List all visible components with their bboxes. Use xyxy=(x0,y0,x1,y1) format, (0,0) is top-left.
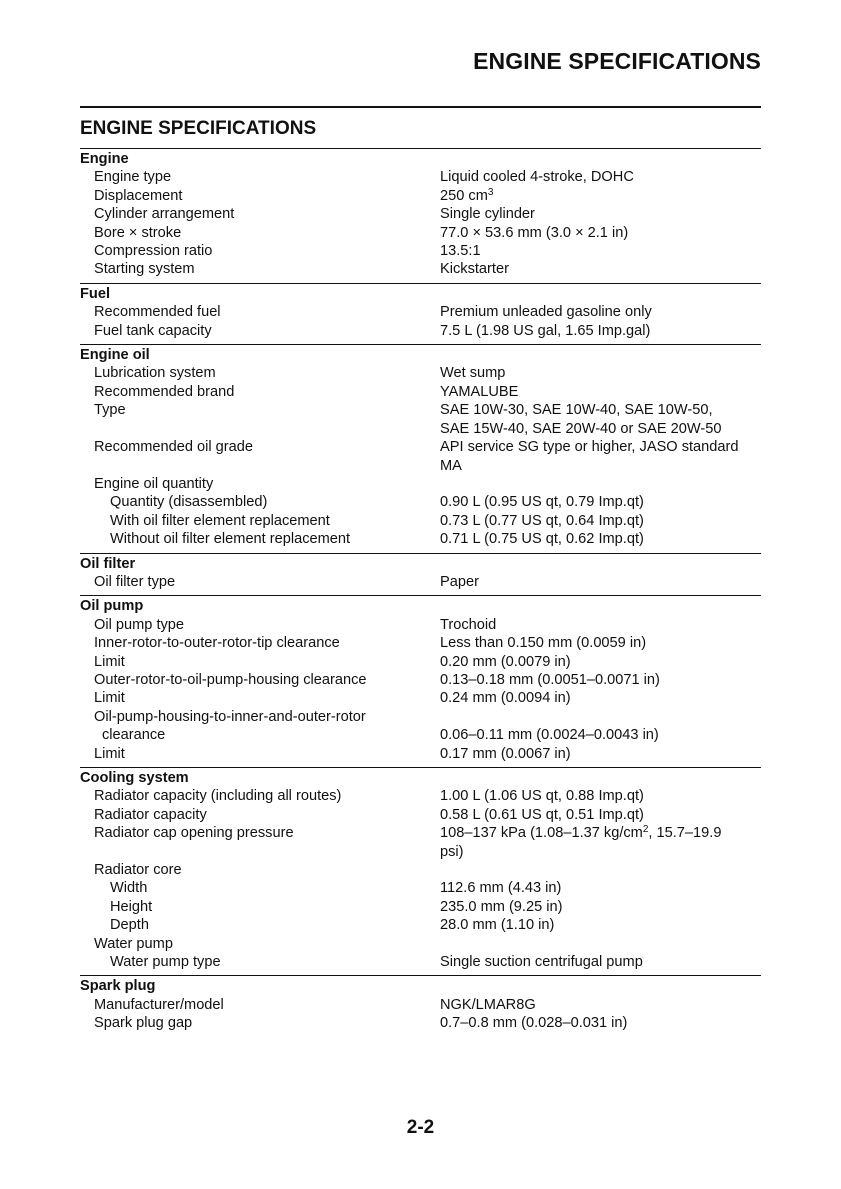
spec-row xyxy=(80,879,761,897)
spec-value: 0.13–0.18 mm (0.0051–0.0071 in) xyxy=(440,671,660,688)
spec-label: Recommended oil grade xyxy=(94,439,253,456)
spec-label: Width xyxy=(110,880,148,897)
spec-label: Starting system xyxy=(94,261,195,278)
group-cooling-system xyxy=(80,767,761,975)
spec-label: Radiator capacity xyxy=(94,806,207,823)
spec-value: Kickstarter xyxy=(440,261,509,278)
spec-label: Outer-rotor-to-oil-pump-housing clearance xyxy=(94,671,367,688)
spec-label: Water pump type xyxy=(110,954,221,971)
spec-label: Quantity (disassembled) xyxy=(110,494,268,511)
spec-value xyxy=(440,401,761,438)
group-title: Fuel xyxy=(80,285,110,302)
spec-value xyxy=(440,708,761,726)
spec-value xyxy=(440,438,761,475)
spec-label: Water pump xyxy=(94,935,173,952)
spec-row xyxy=(80,616,761,634)
spec-row xyxy=(80,438,761,475)
spec-row xyxy=(80,653,761,671)
spec-row xyxy=(80,383,761,401)
spec-value: YAMALUBE xyxy=(440,383,519,400)
spec-row xyxy=(80,187,761,205)
spec-label: Engine type xyxy=(94,169,172,186)
value-line: psi) xyxy=(440,843,464,860)
spec-row xyxy=(80,303,761,321)
group-fuel xyxy=(80,283,761,344)
spec-table xyxy=(80,148,761,1037)
spec-label: Manufacturer/model xyxy=(94,996,224,1013)
group-spark-plug xyxy=(80,975,761,1036)
value-line: SAE 15W-40, SAE 20W-40 or SAE 20W-50 xyxy=(440,420,722,437)
spec-label: Compression ratio xyxy=(94,243,213,260)
spec-row xyxy=(80,364,761,382)
spec-label: Oil-pump-housing-to-inner-and-outer-rotor xyxy=(94,708,366,725)
page-number: 2-2 xyxy=(406,1117,435,1138)
spec-row xyxy=(80,898,761,916)
spec-row xyxy=(80,708,761,726)
spec-value: 0.71 L (0.75 US qt, 0.62 Imp.qt) xyxy=(440,531,644,548)
spec-label: Radiator cap opening pressure xyxy=(94,825,294,842)
spec-row xyxy=(80,205,761,223)
spec-row xyxy=(80,824,761,861)
spec-row xyxy=(80,745,761,763)
spec-label: Radiator capacity (including all routes) xyxy=(94,788,342,805)
spec-value: 28.0 mm (1.10 in) xyxy=(440,917,555,934)
value-text: , 15.7–19.9 xyxy=(648,825,722,842)
spec-value: Trochoid xyxy=(440,616,497,633)
group-title: Engine xyxy=(80,151,129,167)
spec-value: 77.0 × 53.6 mm (3.0 × 2.1 in) xyxy=(440,224,629,241)
spec-label: clearance xyxy=(102,727,166,744)
spec-row xyxy=(80,1014,761,1032)
spec-value: 0.24 mm (0.0094 in) xyxy=(440,690,571,707)
spec-label: Type xyxy=(94,402,126,419)
spec-label: Displacement xyxy=(94,187,183,204)
spec-value xyxy=(440,824,761,861)
spec-row xyxy=(80,260,761,278)
spec-row xyxy=(80,671,761,689)
spec-value: 0.17 mm (0.0067 in) xyxy=(440,745,571,762)
spec-value: 0.73 L (0.77 US qt, 0.64 Imp.qt) xyxy=(440,512,644,529)
spec-value: 7.5 L (1.98 US gal, 1.65 Imp.gal) xyxy=(440,322,651,339)
spec-row xyxy=(80,573,761,591)
spec-value: 0.20 mm (0.0079 in) xyxy=(440,653,571,670)
spec-row xyxy=(80,787,761,805)
spec-row xyxy=(80,935,761,953)
spec-row xyxy=(80,168,761,186)
spec-value: 1.00 L (1.06 US qt, 0.88 Imp.qt) xyxy=(440,788,644,805)
spec-row xyxy=(80,953,761,971)
spec-value: Premium unleaded gasoline only xyxy=(440,304,652,321)
spec-value: NGK/LMAR8G xyxy=(440,996,536,1013)
value-line xyxy=(440,824,761,842)
spec-label: Oil filter type xyxy=(94,573,176,590)
spec-row xyxy=(80,530,761,548)
value-text: 108–137 kPa (1.08–1.37 kg/cm xyxy=(440,825,643,842)
spec-label: Oil pump type xyxy=(94,616,185,633)
spec-label: Spark plug gap xyxy=(94,1015,193,1032)
spec-label: Engine oil quantity xyxy=(94,475,214,492)
spec-row xyxy=(80,224,761,242)
spec-row xyxy=(80,689,761,707)
superscript: 2 xyxy=(642,824,649,836)
value-line: MA xyxy=(440,457,462,474)
spec-value xyxy=(440,475,761,493)
spec-label: Fuel tank capacity xyxy=(94,322,212,339)
spec-label: Recommended fuel xyxy=(94,304,221,321)
spec-value xyxy=(440,861,761,879)
spec-row xyxy=(80,996,761,1014)
spec-value: 235.0 mm (9.25 in) xyxy=(440,898,563,915)
spec-value: Liquid cooled 4-stroke, DOHC xyxy=(440,169,634,186)
value-line: API service SG type or higher, JASO standard xyxy=(440,439,739,456)
group-engine-oil xyxy=(80,344,761,552)
spec-label: Recommended brand xyxy=(94,383,235,400)
section-title: ENGINE SPECIFICATIONS xyxy=(80,118,317,139)
spec-row xyxy=(80,401,761,438)
spec-row xyxy=(80,634,761,652)
spec-row xyxy=(80,726,761,744)
spec-row xyxy=(80,493,761,511)
spec-label: Cylinder arrangement xyxy=(94,206,235,223)
superscript: 3 xyxy=(487,186,494,198)
spec-label: Bore × stroke xyxy=(94,224,182,241)
spec-row xyxy=(80,242,761,260)
spec-row xyxy=(80,916,761,934)
spec-row xyxy=(80,322,761,340)
group-oil-pump xyxy=(80,595,761,767)
spec-label: Radiator core xyxy=(94,862,182,879)
spec-value xyxy=(440,187,761,205)
spec-row xyxy=(80,806,761,824)
group-title: Engine oil xyxy=(80,347,150,364)
header-title: ENGINE SPECIFICATIONS xyxy=(473,48,761,74)
spec-row xyxy=(80,512,761,530)
value-line: SAE 10W-30, SAE 10W-40, SAE 10W-50, xyxy=(440,402,713,419)
spec-value: 0.58 L (0.61 US qt, 0.51 Imp.qt) xyxy=(440,806,644,823)
spec-value: 0.06–0.11 mm (0.0024–0.0043 in) xyxy=(440,727,659,744)
header-rule xyxy=(80,106,761,108)
spec-value: 0.90 L (0.95 US qt, 0.79 Imp.qt) xyxy=(440,494,644,511)
spec-label: Limit xyxy=(94,653,125,670)
spec-value: Single cylinder xyxy=(440,206,535,223)
spec-value: Wet sump xyxy=(440,365,506,382)
spec-label: Without oil filter element replacement xyxy=(110,531,351,548)
spec-label: Height xyxy=(110,898,153,915)
spec-label: Limit xyxy=(94,745,125,762)
group-title: Cooling system xyxy=(80,770,189,786)
spec-value: Less than 0.150 mm (0.0059 in) xyxy=(440,635,647,652)
spec-value: 112.6 mm (4.43 in) xyxy=(440,880,562,897)
group-title: Spark plug xyxy=(80,978,156,995)
group-title: Oil pump xyxy=(80,598,144,615)
spec-value xyxy=(440,935,761,953)
spec-value: Single suction centrifugal pump xyxy=(440,954,643,971)
spec-label: Depth xyxy=(110,917,149,934)
spec-label: With oil filter element replacement xyxy=(110,512,330,529)
group-oil-filter xyxy=(80,553,761,596)
spec-label: Limit xyxy=(94,690,125,707)
value-text: 250 cm xyxy=(440,187,488,204)
group-engine xyxy=(80,148,761,283)
spec-label: Lubrication system xyxy=(94,365,216,382)
spec-row xyxy=(80,475,761,493)
spec-value: 13.5:1 xyxy=(440,243,481,260)
group-title: Oil filter xyxy=(80,555,136,572)
spec-value: Paper xyxy=(440,573,479,590)
spec-value: 0.7–0.8 mm (0.028–0.031 in) xyxy=(440,1015,628,1032)
spec-row xyxy=(80,861,761,879)
spec-label: Inner-rotor-to-outer-rotor-tip clearance xyxy=(94,635,340,652)
